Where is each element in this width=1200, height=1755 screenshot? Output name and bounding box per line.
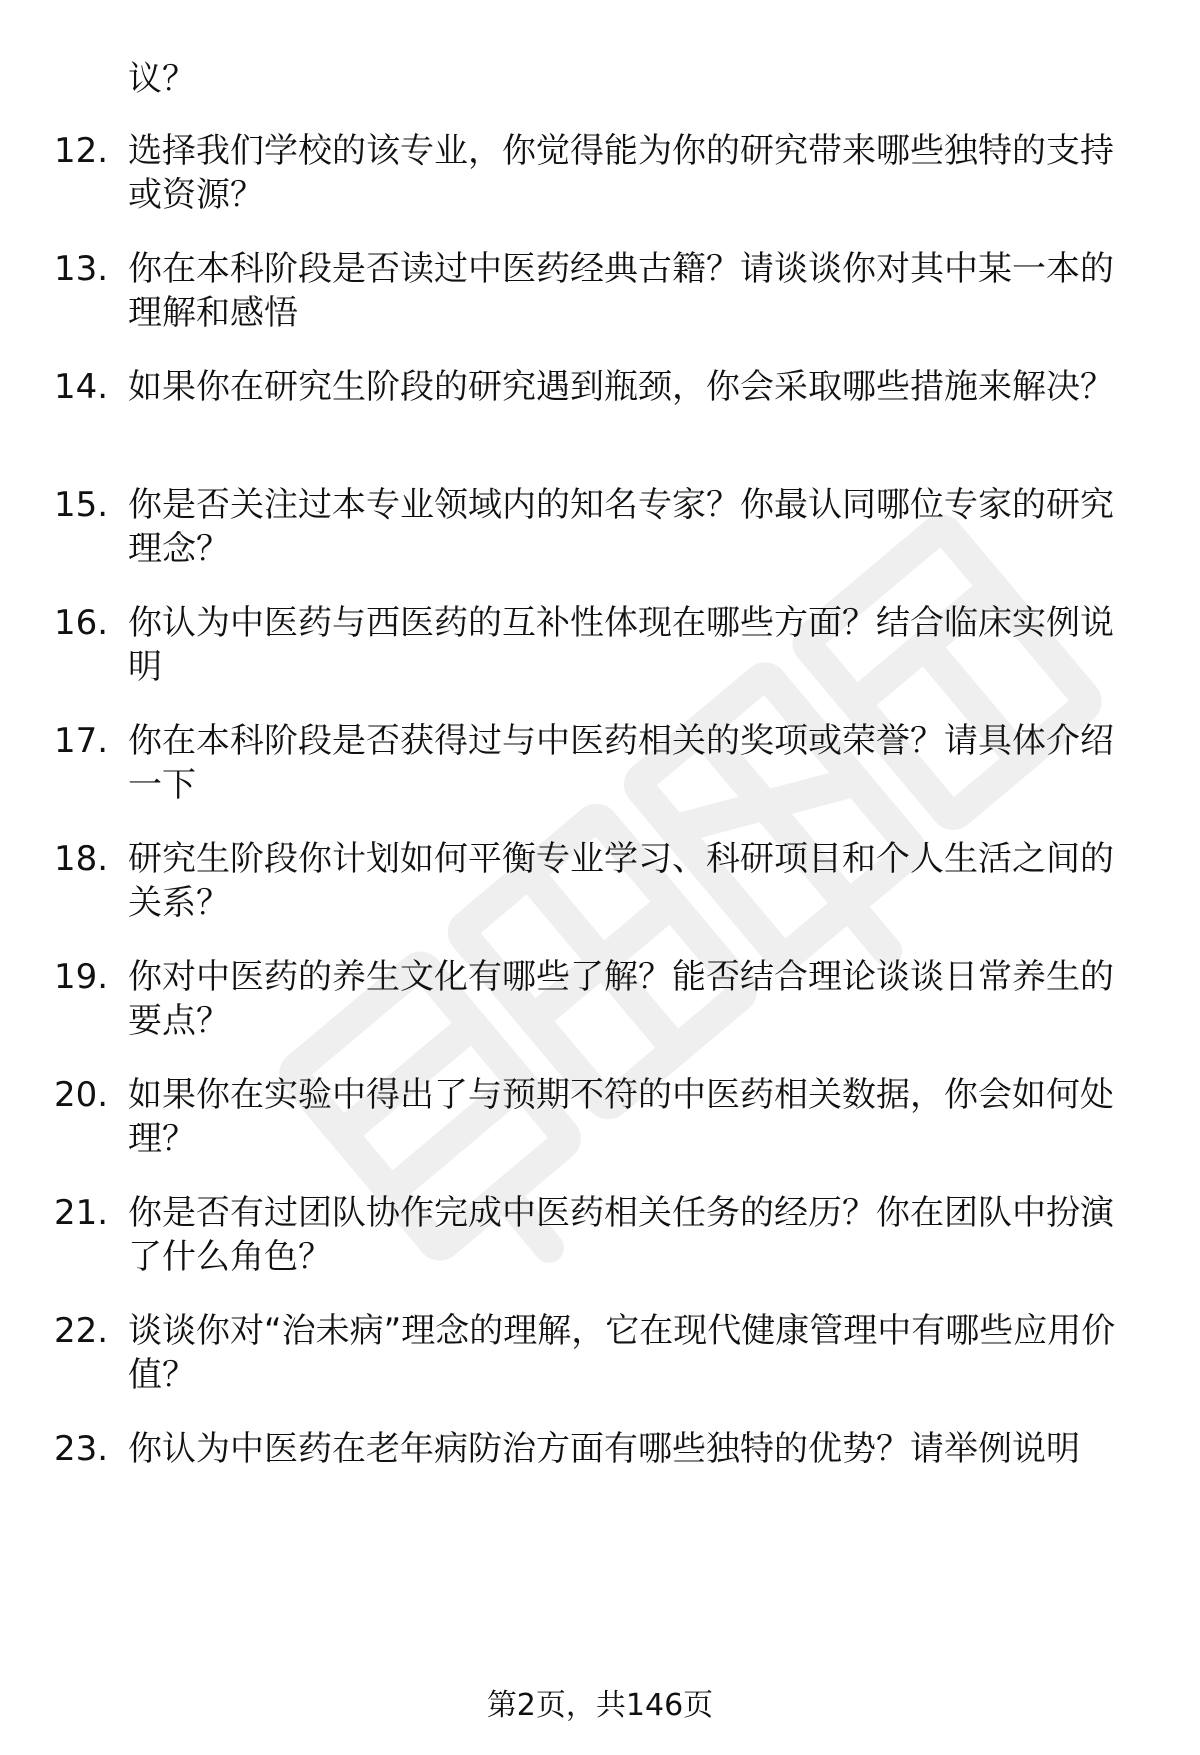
question-number: 18. — [54, 839, 109, 879]
question-text: 你是否有过团队协作完成中医药相关任务的经历？你在团队中扮演了什么角色？ — [128, 1193, 1114, 1277]
question-text: 研究生阶段你计划如何平衡专业学习、科研项目和个人生活之间的关系？ — [128, 839, 1114, 923]
question-text: 如果你在研究生阶段的研究遇到瓶颈，你会采取哪些措施来解决？ — [128, 367, 1114, 407]
question-number: 15. — [54, 485, 109, 525]
question-number: 23. — [54, 1429, 109, 1469]
page-footer: 第2页，共146页 — [486, 1688, 714, 1723]
question-text: 你在本科阶段是否获得过与中医药相关的奖项或荣誉？请具体介绍一下 — [128, 721, 1114, 805]
question-text: 谈谈你对“治未病”理念的理解，它在现代健康管理中有哪些应用价值？ — [128, 1311, 1116, 1395]
question-number: 17. — [54, 721, 109, 761]
question-number: 16. — [54, 603, 109, 643]
continued-question-text: 议？ — [128, 59, 196, 99]
question-number: 12. — [54, 131, 109, 171]
question-text: 你认为中医药在老年病防治方面有哪些独特的优势？请举例说明 — [128, 1429, 1080, 1469]
question-text: 如果你在实验中得出了与预期不符的中医药相关数据，你会如何处理？ — [128, 1075, 1114, 1159]
question-text: 你是否关注过本专业领域内的知名专家？你最认同哪位专家的研究理念？ — [128, 485, 1114, 569]
question-text: 你在本科阶段是否读过中医药经典古籍？请谈谈你对其中某一本的理解和感悟 — [128, 249, 1114, 333]
question-number: 19. — [54, 957, 109, 997]
question-number: 22. — [54, 1311, 109, 1351]
question-text: 选择我们学校的该专业，你觉得能为你的研究带来哪些独特的支持或资源？ — [128, 131, 1114, 215]
question-number: 21. — [54, 1193, 109, 1233]
question-text: 你对中医药的养生文化有哪些了解？能否结合理论谈谈日常养生的要点？ — [128, 957, 1114, 1041]
question-number: 14. — [54, 367, 109, 407]
question-number: 13. — [54, 249, 109, 289]
question-text: 你认为中医药与西医药的互补性体现在哪些方面？结合临床实例说明 — [128, 603, 1114, 687]
question-number: 20. — [54, 1075, 109, 1115]
